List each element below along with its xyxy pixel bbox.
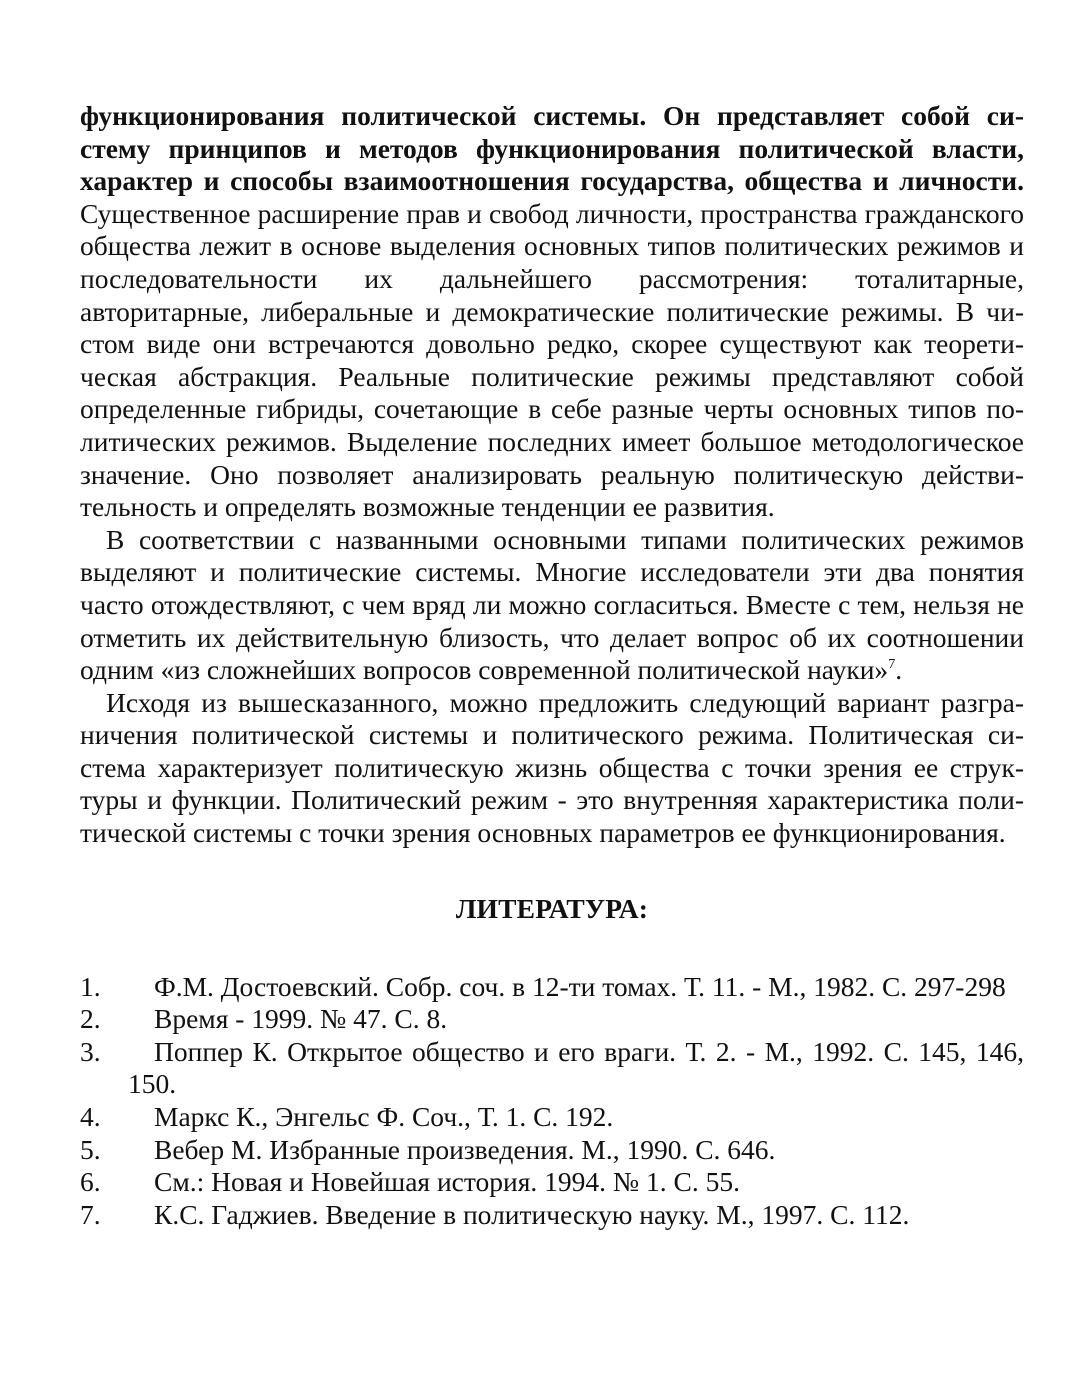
literature-item-text: Маркс К., Энгельс Ф. Соч., Т. 1. С. 192.	[154, 1101, 614, 1133]
paragraph-1	[80, 100, 1024, 524]
literature-item	[80, 1036, 1024, 1101]
paragraph-2-text: В соответствии с названными основными типами политических режимов выделяют и политические системы. Многие исследователи эти два понятия часто отождествляют, с чем вряд ли можно согласиться. Вместе с тем, нельзя не отметить их действительную близость, что делает вопрос об их соотношении одним «из сложнейших вопросов современной политической науки»	[80, 523, 1024, 686]
literature-item-text: Время - 1999. № 47. С. 8.	[154, 1003, 448, 1035]
literature-item	[80, 1199, 1024, 1232]
paragraph-1-bold-text: функционирования политической системы. Он представляет собой систему принципов и методов функционирования политической власти, характер и способы взаимоотношения государства, общества и личности.	[80, 100, 1024, 197]
literature-item	[80, 971, 1024, 1004]
literature-item	[80, 1101, 1024, 1134]
literature-heading: ЛИТЕРАТУРА:	[455, 892, 649, 924]
literature-item-text: Вебер М. Избранные произведения. М., 1990. С. 646.	[154, 1133, 776, 1165]
literature-item-text: К.С. Гаджиев. Введение в политическую науку. М., 1997. С. 112.	[154, 1198, 910, 1230]
literature-list	[80, 971, 1024, 1232]
literature-item-text: Поппер К. Открытое общество и его враги. Т. 2. - М., 1992. С. 145, 146, 150.	[128, 1035, 1024, 1100]
literature-item	[80, 1166, 1024, 1199]
literature-item-number: 2.	[80, 1003, 101, 1035]
literature-item-number: 5.	[80, 1133, 101, 1165]
paragraph-2	[80, 524, 1024, 687]
literature-item-number: 7.	[80, 1198, 101, 1230]
footnote-ref: 7	[888, 657, 896, 673]
literature-item-number: 6.	[80, 1166, 101, 1198]
literature-item	[80, 1003, 1024, 1036]
paragraph-2-end: .	[895, 654, 903, 686]
paragraph-1-text: Существенное расширение прав и свобод личности, пространства гражданского общества лежит в основе выделения основных типов политических режимов и последовательности их дальнейшего рассмотрения: тоталитарные, авторитарные, либеральные и демократические политические режимы. В чистом виде они встречаются довольно редко, скорее существуют как теоретическая абстракция. Реальные политические режимы представляют собой определенные гибриды, сочетающие в себе разные черты основных типов политических режимов. Выделение последних имеет большое методологическое значение. Оно позволяет анализировать реальную политическую действительность и определять возможные тенденции ее развития.	[80, 197, 1024, 523]
literature-item-number: 4.	[80, 1101, 101, 1133]
document-page	[80, 100, 1024, 1231]
literature-item	[80, 1134, 1024, 1167]
literature-item-number: 1.	[80, 970, 101, 1002]
paragraph-3	[80, 687, 1024, 850]
literature-item-text: Ф.М. Достоевский. Собр. соч. в 12-ти томах. Т. 11. - М., 1982. С. 297-298	[154, 970, 1006, 1002]
literature-item-text: См.: Новая и Новейшая история. 1994. № 1. С. 55.	[154, 1166, 740, 1198]
literature-item-number: 3.	[80, 1035, 101, 1067]
paragraph-3-text: Исходя из вышесказанного, можно предложить следующий вариант разграничения политической системы и политического режима. Политическая система характеризует политическую жизнь общества с точки зрения ее структуры и функции. Политический режим - это внутренняя характеристика политической системы с точки зрения основных параметров ее функционирования.	[80, 686, 1024, 849]
